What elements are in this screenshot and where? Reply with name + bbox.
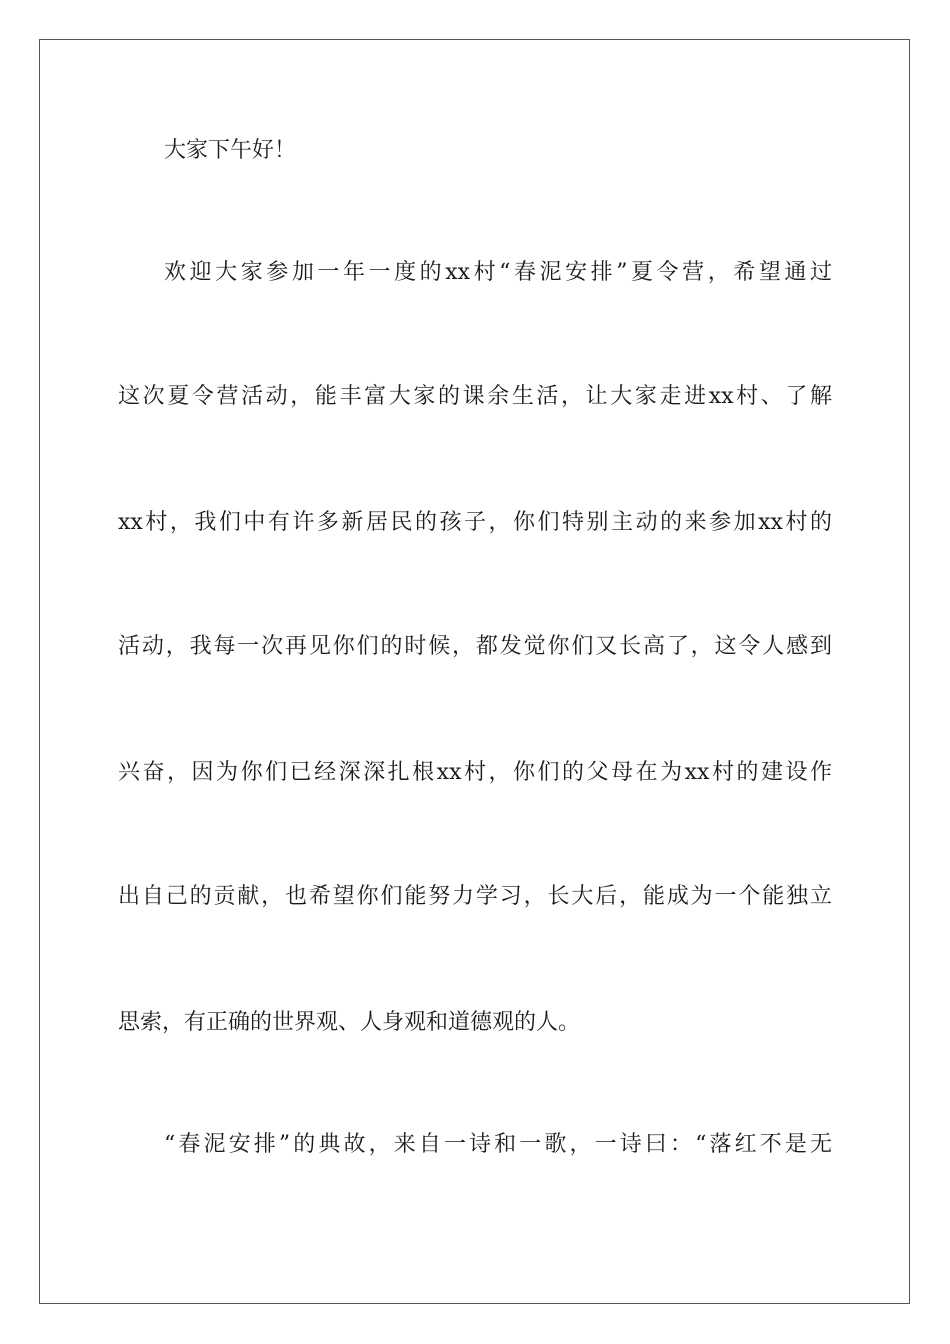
paragraph-line: 出自己的贡献，也希望你们能努力学习，长大后，能成为一个能独立 xyxy=(118,884,832,909)
paragraph-line: 这次夏令营活动，能丰富大家的课余生活，让大家走进xx村、了解 xyxy=(118,384,832,409)
paragraph-line: 思索，有正确的世界观、人身观和道德观的人。 xyxy=(118,1010,581,1035)
greeting-line: 大家下午好！ xyxy=(164,138,297,163)
paragraph-line: “春泥安排”的典故，来自一诗和一歌，一诗曰：“落红不是无 xyxy=(164,1132,832,1157)
paragraph-line: 兴奋，因为你们已经深深扎根xx村，你们的父母在为xx村的建设作 xyxy=(118,760,832,785)
page-border xyxy=(39,39,910,1304)
paragraph-line: 欢迎大家参加一年一度的xx村“春泥安排”夏令营，希望通过 xyxy=(164,260,832,285)
paragraph-line: 活动，我每一次再见你们的时候，都发觉你们又长高了，这令人感到 xyxy=(118,634,832,659)
paragraph-line: xx村，我们中有许多新居民的孩子，你们特别主动的来参加xx村的 xyxy=(118,510,832,535)
